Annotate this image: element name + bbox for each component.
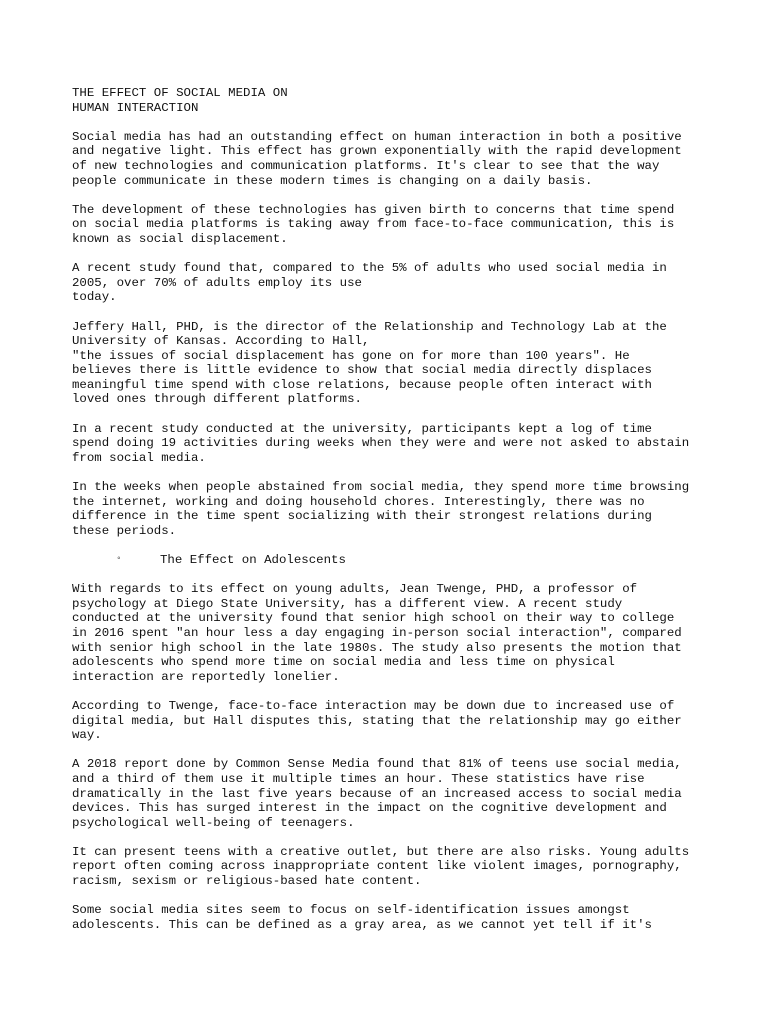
text-line: Some social media sites seem to focus on self-identification issues amongst xyxy=(72,903,630,918)
text-line: with senior high school in the late 1980s. The study also presents the motion that xyxy=(72,640,682,655)
text-line: interaction are reportedly lonelier. xyxy=(72,669,340,684)
paragraph-university-study xyxy=(72,422,712,466)
text-line: today. xyxy=(72,290,117,305)
text-line: University of Kansas. According to Hall, xyxy=(72,334,370,349)
text-line: from social media. xyxy=(72,450,206,465)
text-line: Social media has had an outstanding effect on human interaction in both a positive xyxy=(72,129,682,144)
text-line: believes there is little evidence to show that social media directly displaces xyxy=(72,363,652,378)
text-line: meaningful time spend with close relations, because people often interact with xyxy=(72,377,652,392)
text-line: According to Twenge, face-to-face interaction may be down due to increased use of xyxy=(72,698,675,713)
paragraph-abstained xyxy=(72,480,712,538)
text-line: conducted at the university found that senior high school on their way to college xyxy=(72,611,675,626)
text-line: A recent study found that, compared to the 5% of adults who used social media in xyxy=(72,261,667,276)
text-line: difference in the time spent socializing with their strongest relations during xyxy=(72,509,652,524)
text-line: 2005, over 70% of adults employ its use xyxy=(72,275,362,290)
text-line: digital media, but Hall disputes this, stating that the relationship may go either xyxy=(72,713,682,728)
paragraph-risks xyxy=(72,845,712,889)
text-line: report often coming across inappropriate content like violent images, pornography, xyxy=(72,859,682,874)
text-line: in 2016 spent "an hour less a day engaging in-person social interaction", compared xyxy=(72,625,682,640)
text-line: In the weeks when people abstained from social media, they spend more time browsing xyxy=(72,480,690,495)
title-line: HUMAN INTERACTION xyxy=(72,100,199,115)
text-line: Jeffery Hall, PHD, is the director of the Relationship and Technology Lab at the xyxy=(72,319,667,334)
text-line: psychology at Diego State University, has a different view. A recent study xyxy=(72,596,623,611)
paragraph-twenge xyxy=(72,582,712,684)
paragraph-hall-disputes xyxy=(72,699,712,743)
bullet-heading: The Effect on Adolescents xyxy=(160,553,346,567)
text-line: people communicate in these modern times is changing on a daily basis. xyxy=(72,173,593,188)
paragraph-study-adults xyxy=(72,261,712,305)
text-line: A 2018 report done by Common Sense Media found that 81% of teens use social media, xyxy=(72,757,682,772)
text-line: way. xyxy=(72,728,102,743)
text-line: the internet, working and doing household chores. Interestingly, there was no xyxy=(72,494,645,509)
text-line: these periods. xyxy=(72,523,177,538)
text-line: The development of these technologies has given birth to concerns that time spend xyxy=(72,202,675,217)
text-line: adolescents who spend more time on social media and less time on physical xyxy=(72,655,615,670)
text-line: known as social displacement. xyxy=(72,231,288,246)
text-line: on social media platforms is taking away from face-to-face communication, this is xyxy=(72,217,675,232)
hollow-bullet-icon: ◦ xyxy=(116,554,123,565)
paragraph-jeffery-hall xyxy=(72,320,712,408)
bullet-item-adolescents xyxy=(72,553,712,568)
text-line: psychological well-being of teenagers. xyxy=(72,815,355,830)
text-line: In a recent study conducted at the university, participants kept a log of time xyxy=(72,421,652,436)
paragraph-self-identification xyxy=(72,903,712,932)
document-body xyxy=(72,86,712,947)
paragraph-intro xyxy=(72,130,712,188)
text-line: and negative light. This effect has grown exponentially with the rapid development xyxy=(72,144,682,159)
text-line: of new technologies and communication platforms. It's clear to see that the way xyxy=(72,158,660,173)
text-line: "the issues of social displacement has gone on for more than 100 years". He xyxy=(72,348,630,363)
document-title xyxy=(72,86,712,115)
text-line: and a third of them use it multiple times an hour. These statistics have rise xyxy=(72,771,645,786)
paragraph-displacement xyxy=(72,203,712,247)
text-line: spend doing 19 activities during weeks when they were and were not asked to abstain xyxy=(72,436,690,451)
paragraph-common-sense-report xyxy=(72,757,712,830)
text-line: loved ones through different platforms. xyxy=(72,392,362,407)
title-line: THE EFFECT OF SOCIAL MEDIA ON xyxy=(72,86,288,100)
text-line: adolescents. This can be defined as a gray area, as we cannot yet tell if it's xyxy=(72,917,652,932)
text-line: With regards to its effect on young adults, Jean Twenge, PHD, a professor of xyxy=(72,582,638,597)
text-line: dramatically in the last five years because of an increased access to social media xyxy=(72,786,682,801)
text-line: racism, sexism or religious-based hate content. xyxy=(72,874,422,889)
text-line: It can present teens with a creative outlet, but there are also risks. Young adults xyxy=(72,844,690,859)
text-line: devices. This has surged interest in the impact on the cognitive development and xyxy=(72,801,667,816)
